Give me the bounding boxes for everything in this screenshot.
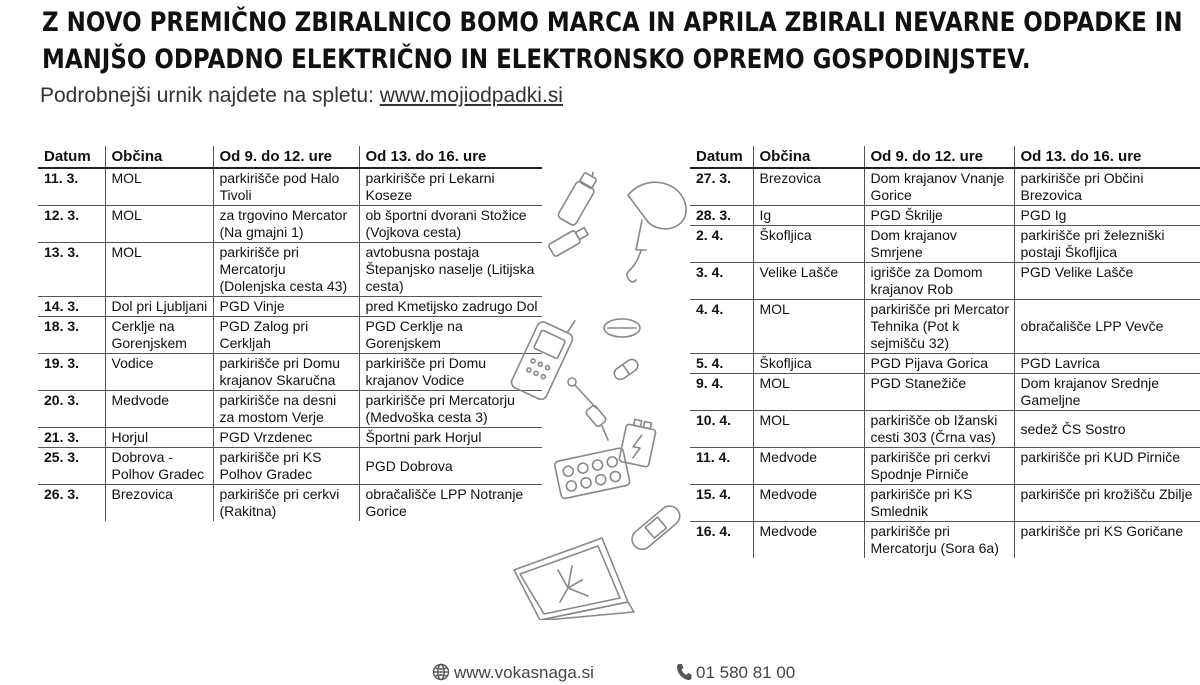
afternoon-location-cell: parkirišče pri KUD Pirniče — [1014, 448, 1200, 485]
table-row — [38, 354, 542, 391]
morning-location-cell: igrišče za Domom krajanov Rob — [864, 263, 1014, 300]
morning-location-cell: PGD Zalog pri Cerkljah — [213, 317, 359, 354]
website-text: www.vokasnaga.si — [454, 663, 594, 682]
phone-text: 01 580 81 00 — [696, 663, 796, 682]
date-cell: 15. 4. — [690, 485, 753, 522]
afternoon-location-cell: PGD Lavrica — [1014, 354, 1200, 374]
date-cell: 18. 3. — [38, 317, 105, 354]
morning-location-cell: Dom krajanov Vnanje Gorice — [864, 168, 1014, 206]
afternoon-location-cell: Dom krajanov Srednje Gameljne — [1014, 374, 1200, 411]
afternoon-location-cell: parkirišče pri Občini Brezovica — [1014, 168, 1200, 206]
date-cell: 12. 3. — [38, 206, 105, 243]
afternoon-location-cell: parkirišče pri Lekarni Koseze — [359, 168, 542, 206]
municipality-cell: Medvode — [105, 391, 213, 428]
date-cell: 5. 4. — [690, 354, 753, 374]
morning-location-cell: Dom krajanov Smrjene — [864, 226, 1014, 263]
pill-icon — [604, 319, 640, 337]
municipality-cell: MOL — [753, 374, 864, 411]
table-header-row — [38, 146, 542, 168]
table-row — [38, 243, 542, 297]
morning-location-cell: parkirišče pri Mercatorju (Sora 6a) — [864, 522, 1014, 559]
date-cell: 14. 3. — [38, 297, 105, 317]
municipality-cell: Dol pri Ljubljani — [105, 297, 213, 317]
afternoon-location-cell: PGD Dobrova — [359, 448, 542, 485]
date-cell: 11. 3. — [38, 168, 105, 206]
afternoon-location-cell: PGD Ig — [1014, 206, 1200, 226]
date-cell: 28. 3. — [690, 206, 753, 226]
date-cell: 16. 4. — [690, 522, 753, 559]
thermometer-icon — [568, 378, 608, 440]
afternoon-location-cell: ob športni dvorani Stožice (Vojkova cesta) — [359, 206, 542, 243]
date-cell: 3. 4. — [690, 263, 753, 300]
column-header-afternoon: Od 13. do 16. ure — [1014, 146, 1200, 168]
column-header-date: Datum — [38, 146, 105, 168]
morning-location-cell: za trgovino Mercator (Na gmajni 1) — [213, 206, 359, 243]
morning-location-cell: parkirišče pri cerkvi Spodnje Pirniče — [864, 448, 1014, 485]
morning-location-cell: PGD Škrilje — [864, 206, 1014, 226]
morning-location-cell: parkirišče pri Domu krajanov Skaručna — [213, 354, 359, 391]
date-cell: 26. 3. — [38, 485, 105, 522]
table-row — [38, 391, 542, 428]
bandage-icon — [628, 502, 684, 553]
page-title — [42, 4, 1183, 78]
afternoon-location-cell: parkirišče pri KS Goričane — [1014, 522, 1200, 559]
morning-location-cell: parkirišče pri Mercatorju (Dolenjska cesta 43) — [213, 243, 359, 297]
table-row — [690, 522, 1200, 559]
date-cell: 27. 3. — [690, 168, 753, 206]
table-row — [690, 354, 1200, 374]
municipality-cell: MOL — [105, 206, 213, 243]
column-header-municipality: Občina — [105, 146, 213, 168]
schedule-body-april — [690, 168, 1200, 558]
municipality-cell: Vodice — [105, 354, 213, 391]
municipality-cell: MOL — [753, 300, 864, 354]
column-header-date: Datum — [690, 146, 753, 168]
footer-phone[interactable] — [676, 663, 795, 683]
municipality-cell: Škofljica — [753, 226, 864, 263]
schedule-table-march — [38, 146, 542, 521]
municipality-cell: MOL — [105, 243, 213, 297]
table-row — [38, 206, 542, 243]
afternoon-location-cell: obračališče LPP Vevče — [1014, 300, 1200, 354]
globe-icon — [432, 663, 450, 681]
date-cell: 20. 3. — [38, 391, 105, 428]
afternoon-location-cell: pred Kmetijsko zadrugo Dol — [359, 297, 542, 317]
schedule-body-march — [38, 168, 542, 521]
afternoon-location-cell: parkirišče pri Mercatorju (Medvoška cesta 3) — [359, 391, 542, 428]
date-cell: 25. 3. — [38, 448, 105, 485]
afternoon-location-cell: Športni park Horjul — [359, 428, 542, 448]
municipality-cell: Horjul — [105, 428, 213, 448]
table-row — [690, 300, 1200, 354]
table-row — [690, 263, 1200, 300]
date-cell: 19. 3. — [38, 354, 105, 391]
table-row — [38, 297, 542, 317]
column-header-morning: Od 9. do 12. ure — [864, 146, 1014, 168]
column-header-afternoon: Od 13. do 16. ure — [359, 146, 542, 168]
municipality-cell: Medvode — [753, 448, 864, 485]
table-row — [690, 374, 1200, 411]
footer — [0, 663, 1200, 685]
mobile-phone-icon — [510, 307, 580, 401]
date-cell: 10. 4. — [690, 411, 753, 448]
date-cell: 9. 4. — [690, 374, 753, 411]
afternoon-location-cell: parkirišče pri krožišču Zbilje — [1014, 485, 1200, 522]
waste-illustrations — [510, 150, 690, 620]
table-row — [38, 448, 542, 485]
lighter-icon — [557, 168, 602, 226]
afternoon-location-cell: PGD Cerklje na Gorenjskem — [359, 317, 542, 354]
afternoon-location-cell: PGD Velike Lašče — [1014, 263, 1200, 300]
date-cell: 21. 3. — [38, 428, 105, 448]
hairdryer-icon — [627, 182, 686, 282]
municipality-cell: Cerklje na Gorenjskem — [105, 317, 213, 354]
footer-website[interactable] — [432, 663, 594, 683]
subtitle-prefix: Podrobnejši urnik najdete na spletu: — [40, 84, 380, 107]
municipality-cell: Brezovica — [105, 485, 213, 522]
afternoon-location-cell: sedež ČS Sostro — [1014, 411, 1200, 448]
date-cell: 2. 4. — [690, 226, 753, 263]
municipality-cell: MOL — [105, 168, 213, 206]
morning-location-cell: parkirišče pri KS Polhov Gradec — [213, 448, 359, 485]
municipality-cell: Velike Lašče — [753, 263, 864, 300]
table-row — [690, 448, 1200, 485]
table-header-row — [690, 146, 1200, 168]
municipality-cell: MOL — [753, 411, 864, 448]
table-row — [38, 317, 542, 354]
morning-location-cell: parkirišče na desni za mostom Verje — [213, 391, 359, 428]
table-row — [690, 485, 1200, 522]
morning-location-cell: PGD Pijava Gorica — [864, 354, 1014, 374]
title-line-1: Z NOVO PREMIČNO ZBIRALNICO BOMO MARCA IN APRILA ZBIRALI NEVARNE ODPADKE IN — [42, 7, 1183, 38]
municipality-cell: Brezovica — [753, 168, 864, 206]
morning-location-cell: parkirišče ob Ižanski cesti 303 (Črna vas) — [864, 411, 1014, 448]
column-header-morning: Od 9. do 12. ure — [213, 146, 359, 168]
table-row — [690, 206, 1200, 226]
municipality-cell: Dobrova - Polhov Gradec — [105, 448, 213, 485]
afternoon-location-cell: avtobusna postaja Štepanjsko naselje (Litijska cesta) — [359, 243, 542, 297]
afternoon-location-cell: parkirišče pri železniški postaji Škofljica — [1014, 226, 1200, 263]
municipality-cell: Medvode — [753, 485, 864, 522]
morning-location-cell: PGD Vrzdenec — [213, 428, 359, 448]
morning-location-cell: parkirišče pod Halo Tivoli — [213, 168, 359, 206]
schedule-link[interactable]: www.mojiodpadki.si — [379, 84, 563, 107]
morning-location-cell: parkirišče pri KS Smlednik — [864, 485, 1014, 522]
afternoon-location-cell: obračališče LPP Notranje Gorice — [359, 485, 542, 522]
municipality-cell: Škofljica — [753, 354, 864, 374]
broken-laptop-icon — [514, 538, 634, 620]
date-cell: 13. 3. — [38, 243, 105, 297]
morning-location-cell: parkirišče pri Mercator Tehnika (Pot k sejmišču 32) — [864, 300, 1014, 354]
usb-stick-icon — [548, 225, 590, 257]
table-row — [690, 226, 1200, 263]
title-line-2: MANJŠO ODPADNO ELEKTRIČNO IN ELEKTRONSKO OPREMO GOSPODINJSTEV. — [42, 44, 1031, 75]
morning-location-cell: PGD Vinje — [213, 297, 359, 317]
municipality-cell: Ig — [753, 206, 864, 226]
date-cell: 4. 4. — [690, 300, 753, 354]
date-cell: 11. 4. — [690, 448, 753, 485]
schedule-table-april — [690, 146, 1200, 558]
capsule-icon — [612, 357, 640, 382]
blister-pack-icon — [554, 447, 630, 499]
table-row — [690, 168, 1200, 206]
table-row — [38, 168, 542, 206]
municipality-cell: Medvode — [753, 522, 864, 559]
table-row — [38, 428, 542, 448]
column-header-municipality: Občina — [753, 146, 864, 168]
afternoon-location-cell: parkirišče pri Domu krajanov Vodice — [359, 354, 542, 391]
morning-location-cell: parkirišče pri cerkvi (Rakitna) — [213, 485, 359, 522]
subtitle — [40, 84, 563, 108]
table-row — [38, 485, 542, 522]
morning-location-cell: PGD Stanežiče — [864, 374, 1014, 411]
table-row — [690, 411, 1200, 448]
phone-icon — [676, 663, 692, 681]
